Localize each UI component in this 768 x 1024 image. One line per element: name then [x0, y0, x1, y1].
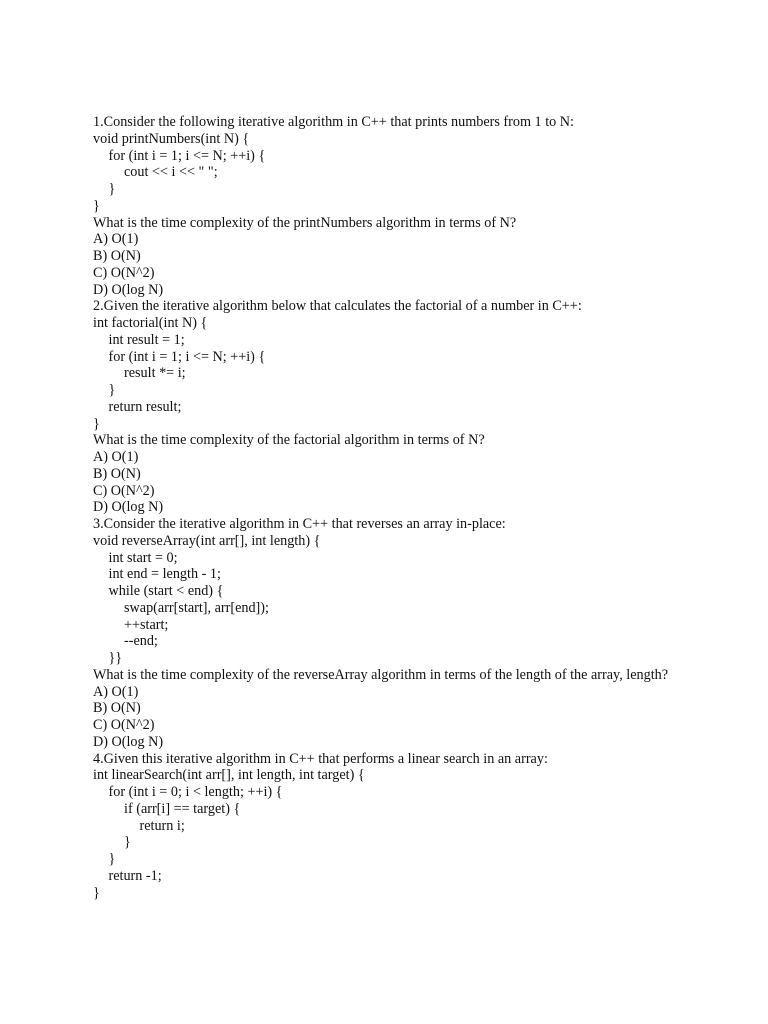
text-line: A) O(1) — [93, 231, 139, 248]
text-line: A) O(1) — [93, 683, 139, 700]
text-line: D) O(log N) — [93, 281, 164, 298]
text-line: swap(arr[start], arr[end]); — [124, 599, 269, 616]
text-line: 4.Given this iterative algorithm in C++ that performs a linear search in an array: — [93, 750, 548, 767]
text-line: return result; — [108, 398, 182, 415]
text-line: A) O(1) — [93, 449, 139, 465]
text-line: for (int i = 0; i < length; ++i) { — [108, 784, 283, 800]
document-body — [93, 114, 683, 901]
text-line: int linearSearch(int arr[], int length, int target) { — [93, 767, 365, 784]
text-line: void printNumbers(int N) { — [93, 130, 250, 147]
text-line: if (arr[i] == target) { — [124, 800, 241, 817]
text-line: What is the time complexity of the printNumbers algorithm in terms of N? — [93, 214, 517, 231]
text-line: D) O(log N) — [93, 733, 164, 750]
text-line: 3.Consider the iterative algorithm in C++ that reverses an array in-place: — [93, 516, 506, 532]
text-line: 1.Consider the following iterative algorithm in C++ that prints numbers from 1 to N: — [93, 114, 574, 130]
text-line: }} — [108, 650, 123, 666]
text-line: C) O(N^2) — [93, 717, 155, 733]
text-line: void reverseArray(int arr[], int length) { — [93, 532, 321, 549]
text-line: C) O(N^2) — [93, 482, 155, 499]
text-line: int end = length - 1; — [108, 566, 221, 583]
text-line: result *= i; — [124, 365, 186, 382]
text-line: return -1; — [108, 867, 162, 884]
text-line: } — [124, 834, 131, 851]
text-line: cout << i << " "; — [124, 164, 218, 181]
text-line: int factorial(int N) { — [93, 315, 208, 331]
text-line: What is the time complexity of the reverseArray algorithm in terms of the length of the array, length? — [93, 666, 669, 683]
text-line: --end; — [124, 633, 158, 650]
text-line: 2.Given the iterative algorithm below that calculates the factorial of a number in C++: — [93, 298, 582, 315]
text-line: ++start; — [124, 616, 169, 633]
text-line: } — [108, 851, 116, 867]
text-line: D) O(log N) — [93, 499, 164, 516]
text-line: while (start < end) { — [108, 583, 224, 599]
text-line: } — [108, 181, 116, 197]
text-line: } — [93, 415, 100, 432]
text-line: B) O(N) — [93, 248, 141, 264]
text-line: B) O(N) — [93, 700, 141, 717]
text-line: C) O(N^2) — [93, 264, 155, 281]
text-line: } — [108, 382, 116, 398]
text-line: B) O(N) — [93, 465, 141, 482]
text-line: for (int i = 1; i <= N; ++i) { — [108, 147, 266, 164]
text-line: int result = 1; — [108, 331, 185, 348]
text-line: for (int i = 1; i <= N; ++i) { — [108, 348, 266, 365]
text-line: } — [93, 197, 100, 214]
text-line: What is the time complexity of the factorial algorithm in terms of N? — [93, 432, 485, 449]
text-line: return i; — [139, 817, 185, 834]
text-line: } — [93, 884, 100, 901]
text-line: int start = 0; — [108, 549, 178, 566]
